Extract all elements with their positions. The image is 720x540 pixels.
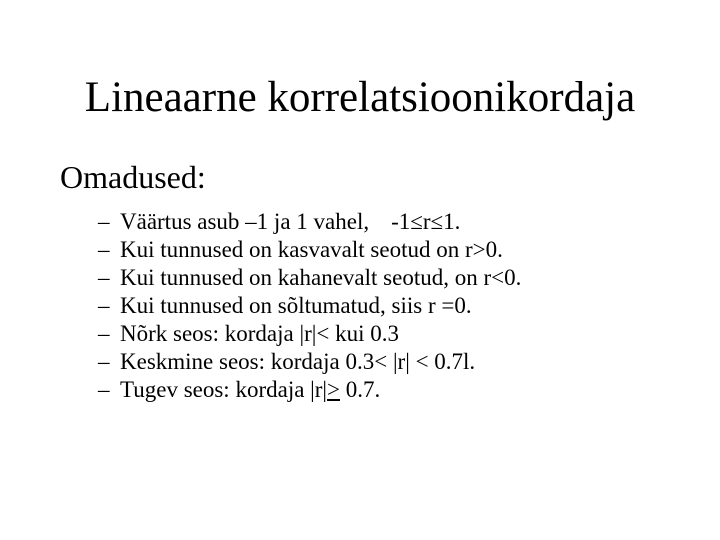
list-item [98, 208, 700, 236]
dash-bullet: – [98, 237, 110, 262]
underlined-operator: > [327, 377, 341, 402]
list-item [98, 376, 700, 404]
dash-bullet: – [98, 377, 110, 402]
list-item-text: Kui tunnused on sõltumatud, siis r =0. [120, 293, 472, 318]
properties-list [60, 208, 700, 404]
dash-bullet: – [98, 349, 110, 374]
slide-content [60, 156, 700, 404]
list-item [98, 320, 700, 348]
list-item-text: Kui tunnused on kahanevalt seotud, on r<0. [120, 265, 522, 290]
dash-bullet: – [98, 209, 110, 234]
range-formula: -1≤r≤1. [391, 209, 461, 234]
list-item-text: Keskmine seos: kordaja 0.3< |r| < 0.7l. [120, 349, 476, 374]
list-item [98, 236, 700, 264]
dash-bullet: – [98, 265, 110, 290]
list-item [98, 264, 700, 292]
list-item-tail: 0.7. [340, 377, 381, 402]
list-item-text: Nõrk seos: kordaja |r|< kui 0.3 [120, 321, 399, 346]
list-item [98, 348, 700, 376]
slide-title: Lineaarne korrelatsioonikordaja [84, 74, 636, 121]
dash-bullet: – [98, 321, 110, 346]
properties-heading: Omadused: [60, 159, 206, 195]
list-item-text: Kui tunnused on kasvavalt seotud on r>0. [120, 237, 503, 262]
list-item-text: Väärtus asub –1 ja 1 vahel, [120, 209, 370, 234]
dash-bullet: – [98, 293, 110, 318]
list-item [98, 292, 700, 320]
list-item-text: Tugev seos: kordaja |r| [120, 377, 328, 402]
